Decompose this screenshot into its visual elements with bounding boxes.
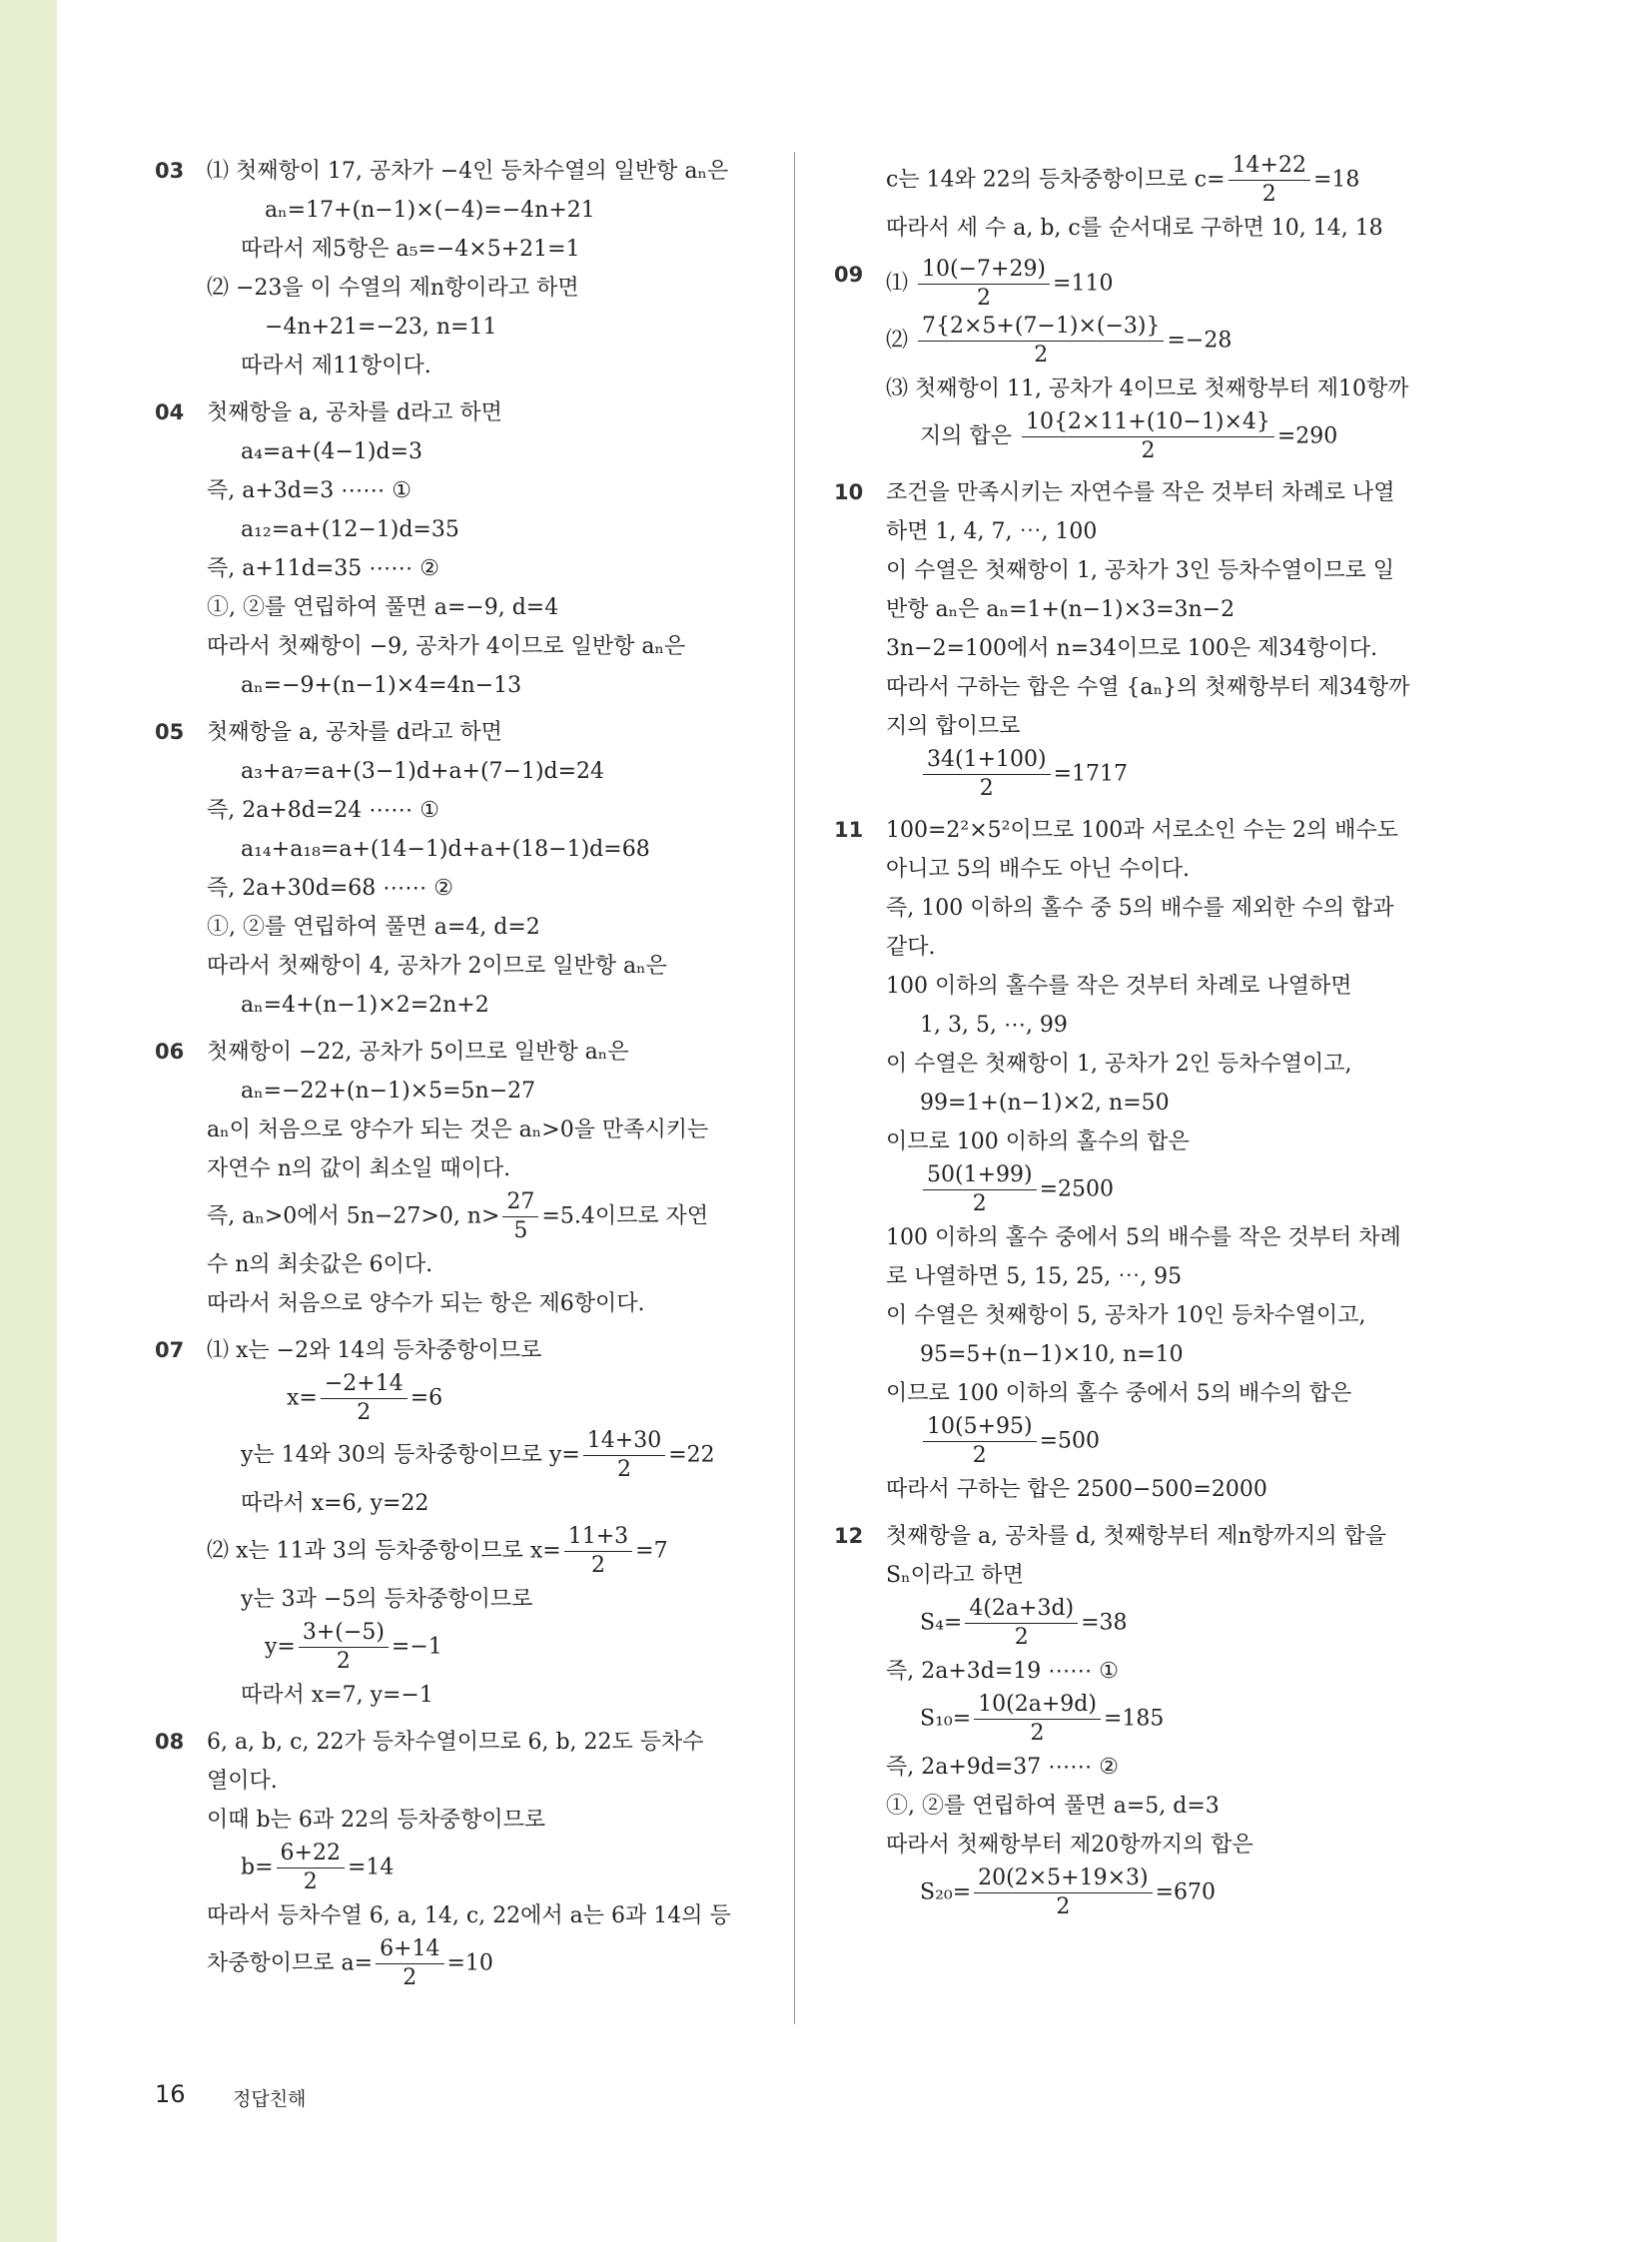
- line-text: ⑵: [886, 328, 915, 354]
- line-text: 따라서 처음으로 양수가 되는 항은 제6항이다.: [207, 1291, 645, 1316]
- fraction-numerator: 14+22: [1229, 152, 1310, 181]
- solution-line: [886, 1517, 1438, 1556]
- solution-line: [207, 666, 759, 705]
- line-text: 따라서 구하는 합은 2500−500=2000: [886, 1477, 1267, 1502]
- solution-line: [886, 707, 1438, 746]
- solution-line: [886, 1470, 1438, 1509]
- line-text: 이므로 100 이하의 홀수의 합은: [886, 1129, 1190, 1154]
- line-text-after: =10: [446, 1950, 493, 1976]
- fraction: [1229, 152, 1310, 209]
- line-text: 따라서 제11항이다.: [241, 354, 431, 378]
- fraction-denominator: 2: [1030, 1721, 1045, 1746]
- line-text: 지의 합이므로: [886, 714, 1021, 739]
- solution-line: [886, 408, 1438, 465]
- solution-line: [886, 1335, 1438, 1374]
- line-text: y는 14와 30의 등차중항이므로 y=: [241, 1442, 580, 1468]
- problem-number: 06: [155, 1040, 185, 1064]
- line-text: 첫째항을 a, 공차를 d라고 하면: [207, 400, 502, 425]
- line-text: aₙ=−9+(n−1)×4=4n−13: [241, 673, 522, 698]
- fraction-denominator: 2: [1034, 343, 1049, 368]
- fraction: [321, 1370, 408, 1427]
- line-text: aₙ=−22+(n−1)×5=5n−27: [241, 1079, 536, 1104]
- solution-line: [886, 1257, 1438, 1296]
- fraction-denominator: 2: [403, 1965, 417, 1990]
- line-text: ⑵ −23을 이 수열의 제n항이라고 하면: [207, 276, 579, 301]
- solution-line: [207, 393, 759, 432]
- fraction: [918, 256, 1050, 313]
- line-text: 1, 3, 5, ⋯, 99: [920, 1013, 1068, 1038]
- problem-number: 10: [834, 480, 864, 504]
- problem-number: 05: [155, 720, 185, 744]
- line-text: 반항 aₙ은 aₙ=1+(n−1)×3=3n−2: [886, 597, 1236, 622]
- fraction: [974, 1865, 1152, 1921]
- solution-line: [886, 928, 1438, 967]
- problem-number: 09: [834, 263, 864, 287]
- line-text: aₙ=4+(n−1)×2=2n+2: [241, 993, 489, 1018]
- fraction-numerator: 27: [502, 1188, 538, 1217]
- fraction: [918, 313, 1164, 370]
- solution-line: [207, 1188, 759, 1245]
- line-text: y=: [265, 1634, 296, 1660]
- fraction-numerator: 10{2×11+(10−1)×4}: [1022, 408, 1274, 437]
- fraction: [1022, 408, 1274, 465]
- line-text: 따라서 제5항은 a₅=−4×5+21=1: [241, 237, 580, 262]
- solution-line: [886, 590, 1438, 629]
- line-text-after: =110: [1053, 271, 1114, 297]
- solution-line: [207, 588, 759, 627]
- fraction-numerator: 20(2×5+19×3): [974, 1865, 1152, 1893]
- fraction: [923, 1161, 1037, 1218]
- problem-08: [155, 1723, 759, 1992]
- solution-line: [207, 230, 759, 269]
- line-text: 즉, 100 이하의 홀수 중 5의 배수를 제외한 수의 합과: [886, 896, 1394, 921]
- line-text: 100 이하의 홀수를 작은 것부터 차례로 나열하면: [886, 974, 1352, 999]
- line-text: 6, a, b, c, 22가 등차수열이므로 6, b, 22도 등차수: [207, 1730, 704, 1755]
- line-text: ⑴ x는 −2와 14의 등차중항이므로: [207, 1338, 542, 1363]
- solution-line: [886, 1296, 1438, 1335]
- line-text-after: =−28: [1167, 328, 1233, 354]
- solution-line: [886, 850, 1438, 889]
- line-text: 즉, 2a+30d=68 ⋯⋯ ②: [207, 876, 453, 901]
- fraction-denominator: 2: [972, 1191, 987, 1216]
- line-text: 자연수 n의 값이 최소일 때이다.: [207, 1156, 511, 1181]
- line-text: x=: [287, 1385, 318, 1411]
- line-text: 100 이하의 홀수 중에서 5의 배수를 작은 것부터 차례: [886, 1225, 1401, 1250]
- solution-line: [207, 549, 759, 588]
- solution-line: [207, 1245, 759, 1284]
- line-text: 즉, 2a+8d=24 ⋯⋯ ①: [207, 798, 440, 823]
- solution-line: [886, 1122, 1438, 1161]
- fraction: [974, 1691, 1101, 1748]
- line-text: 100=2²×5²이므로 100과 서로소인 수는 2의 배수도: [886, 818, 1398, 843]
- solution-line: [207, 713, 759, 752]
- solution-line: [886, 967, 1438, 1006]
- problem-number: 12: [834, 1524, 864, 1548]
- line-text: 따라서 구하는 합은 수열 {aₙ}의 첫째항부터 제34항까: [886, 675, 1410, 700]
- problem-05: [155, 713, 759, 1025]
- fraction-numerator: 6+14: [376, 1935, 443, 1964]
- line-text-after: =7: [635, 1538, 668, 1564]
- line-text-after: =−1: [391, 1634, 442, 1660]
- fraction-numerator: 50(1+99): [923, 1161, 1037, 1190]
- line-text: c는 14와 22의 등차중항이므로 c=: [886, 167, 1226, 193]
- fraction-numerator: 10(2a+9d): [974, 1691, 1101, 1720]
- line-text: −4n+21=−23, n=11: [265, 315, 497, 340]
- problem-number: 04: [155, 400, 185, 424]
- left-column: [155, 152, 759, 2000]
- solution-line: [207, 510, 759, 549]
- right-column: [834, 152, 1438, 1929]
- problem-09: [834, 256, 1438, 465]
- problem-number: 03: [155, 159, 185, 183]
- solution-line: [886, 1045, 1438, 1084]
- line-text: ⑵ x는 11과 3의 등차중항이므로 x=: [207, 1538, 561, 1564]
- fraction-numerator: 7{2×5+(7−1)×(−3)}: [918, 313, 1164, 342]
- line-text: ①, ②를 연립하여 풀면 a=−9, d=4: [207, 595, 559, 620]
- problem-10: [834, 473, 1438, 803]
- solution-line: [207, 471, 759, 510]
- solution-line: [207, 908, 759, 947]
- fraction-denominator: 2: [590, 1553, 605, 1578]
- line-text: 즉, aₙ>0에서 5n−27>0, n>: [207, 1203, 500, 1229]
- line-text: 즉, 2a+3d=19 ⋯⋯ ①: [886, 1659, 1120, 1684]
- fraction-denominator: 2: [357, 1400, 372, 1425]
- line-text: b=: [241, 1855, 274, 1880]
- fraction-numerator: 14+30: [583, 1427, 665, 1456]
- solution-line: [886, 629, 1438, 668]
- line-text: 이 수열은 첫째항이 5, 공차가 10인 등차수열이고,: [886, 1303, 1366, 1328]
- line-text: 따라서 세 수 a, b, c를 순서대로 구하면 10, 14, 18: [886, 216, 1383, 241]
- solution-line: [207, 830, 759, 869]
- fraction-denominator: 2: [972, 1443, 987, 1468]
- solution-line: [886, 668, 1438, 707]
- solution-line: [886, 1218, 1438, 1257]
- fraction-numerator: −2+14: [321, 1370, 408, 1399]
- solution-line: [886, 512, 1438, 551]
- solution-line: [886, 370, 1438, 408]
- solution-line: [207, 1370, 759, 1427]
- line-text: S₂₀=: [920, 1879, 972, 1905]
- line-text: ①, ②를 연립하여 풀면 a=5, d=3: [886, 1794, 1220, 1819]
- solution-line: [886, 1787, 1438, 1826]
- line-text: 같다.: [886, 935, 936, 960]
- line-text-after: =18: [1312, 167, 1360, 193]
- fraction-numerator: 3+(−5): [299, 1619, 389, 1648]
- line-text: 따라서 등차수열 6, a, 14, c, 22에서 a는 6과 14의 등: [207, 1903, 731, 1928]
- fraction-denominator: 2: [1261, 182, 1276, 207]
- fraction-numerator: 10(−7+29): [918, 256, 1050, 285]
- page-side-band: [0, 0, 57, 2242]
- solution-line: [886, 313, 1438, 370]
- line-text: 차중항이므로 a=: [207, 1950, 374, 1976]
- line-text: 수 n의 최솟값은 6이다.: [207, 1252, 433, 1277]
- solution-line: [207, 1580, 759, 1619]
- fraction: [923, 1413, 1037, 1470]
- solution-line: [886, 746, 1438, 803]
- solution-line: [207, 1676, 759, 1715]
- line-text: ⑶ 첫째항이 11, 공차가 4이므로 첫째항부터 제10항까: [886, 376, 1409, 401]
- line-text: S₄=: [920, 1610, 963, 1636]
- problem-06: [155, 1033, 759, 1323]
- solution-line: [886, 1748, 1438, 1787]
- line-text: a₄=a+(4−1)d=3: [241, 439, 423, 464]
- line-text-after: =5.4이므로 자연: [541, 1203, 709, 1229]
- line-text: 즉, 2a+9d=37 ⋯⋯ ②: [886, 1755, 1120, 1780]
- fraction-numerator: 6+22: [277, 1840, 345, 1868]
- line-text: a₁₂=a+(12−1)d=35: [241, 517, 459, 542]
- solution-line: [207, 947, 759, 986]
- line-text: 이 수열은 첫째항이 1, 공차가 3인 등차수열이므로 일: [886, 558, 1394, 583]
- line-text: 하면 1, 4, 7, ⋯, 100: [886, 519, 1098, 544]
- solution-line: [207, 1149, 759, 1188]
- line-text: ⑴ 첫째항이 17, 공차가 −4인 등차수열의 일반항 aₙ은: [207, 159, 729, 184]
- solution-line: [207, 1619, 759, 1676]
- line-text: 이 수열은 첫째항이 1, 공차가 2인 등차수열이고,: [886, 1052, 1352, 1077]
- solution-line: [207, 986, 759, 1025]
- solution-line: [886, 473, 1438, 512]
- solution-line: [207, 1801, 759, 1840]
- solution-line: [886, 152, 1438, 209]
- solution-line: [207, 1072, 759, 1111]
- line-text: S₁₀=: [920, 1706, 972, 1732]
- fraction-denominator: 2: [977, 286, 992, 311]
- solution-line: [207, 1427, 759, 1484]
- solution-line: [886, 209, 1438, 248]
- fraction: [376, 1935, 443, 1992]
- solution-line: [207, 791, 759, 830]
- solution-line: [207, 191, 759, 230]
- problem-04: [155, 393, 759, 705]
- solution-line: [886, 1865, 1438, 1921]
- line-text: 따라서 첫째항이 −9, 공차가 4이므로 일반항 aₙ은: [207, 634, 686, 659]
- solution-line: [207, 1896, 759, 1935]
- line-text-after: =1717: [1053, 761, 1129, 787]
- line-text: 열이다.: [207, 1769, 278, 1794]
- problem-07: [155, 1331, 759, 1715]
- line-text: aₙ=17+(n−1)×(−4)=−4n+21: [265, 198, 595, 223]
- solution-line: [207, 1484, 759, 1523]
- line-text-after: =38: [1081, 1610, 1128, 1636]
- solution-line: [207, 347, 759, 385]
- problem-03: [155, 152, 759, 385]
- line-text: 이므로 100 이하의 홀수 중에서 5의 배수의 합은: [886, 1381, 1352, 1406]
- page-number: 16: [155, 2080, 186, 2108]
- solution-line: [886, 1374, 1438, 1413]
- line-text: aₙ이 처음으로 양수가 되는 것은 aₙ>0을 만족시키는: [207, 1118, 709, 1142]
- solution-line: [207, 1523, 759, 1580]
- line-text-after: =670: [1155, 1879, 1217, 1905]
- problem-number: 11: [834, 818, 864, 842]
- solution-line: [886, 1826, 1438, 1865]
- fraction-denominator: 2: [1014, 1625, 1029, 1650]
- solution-line: [207, 869, 759, 908]
- fraction: [564, 1523, 632, 1580]
- solution-line: [886, 889, 1438, 928]
- line-text-after: =290: [1276, 423, 1338, 449]
- fraction: [299, 1619, 389, 1676]
- book-title: 정답친해: [233, 2088, 307, 2110]
- fraction: [923, 746, 1051, 803]
- solution-line: [207, 1723, 759, 1762]
- solution-line: [207, 1331, 759, 1370]
- line-text-after: =22: [668, 1442, 715, 1468]
- fraction: [502, 1188, 538, 1245]
- line-text: a₃+a₇=a+(3−1)d+a+(7−1)d=24: [241, 759, 605, 784]
- problem-number: 08: [155, 1730, 185, 1754]
- solution-line: [886, 1595, 1438, 1652]
- fraction-denominator: 5: [513, 1218, 528, 1243]
- fraction: [277, 1840, 345, 1896]
- solution-line: [207, 627, 759, 666]
- line-text: 즉, a+3d=3 ⋯⋯ ①: [207, 478, 413, 503]
- fraction-denominator: 2: [616, 1457, 631, 1482]
- line-text: ⑴: [886, 271, 915, 297]
- line-text: y는 3과 −5의 등차중항이므로: [241, 1587, 533, 1612]
- solution-line: [886, 1556, 1438, 1595]
- fraction-numerator: 34(1+100): [923, 746, 1051, 775]
- line-text: 99=1+(n−1)×2, n=50: [920, 1091, 1170, 1116]
- column-divider: [794, 152, 795, 2024]
- line-text: 즉, a+11d=35 ⋯⋯ ②: [207, 556, 440, 581]
- fraction-denominator: 2: [1141, 438, 1156, 463]
- fraction-denominator: 2: [336, 1649, 351, 1674]
- solution-line: [207, 1284, 759, 1323]
- problem-11: [834, 811, 1438, 1509]
- fraction: [965, 1595, 1078, 1652]
- line-text: a₁₄+a₁₈=a+(14−1)d+a+(18−1)d=68: [241, 837, 650, 862]
- solution-line: [207, 269, 759, 308]
- solution-line: [207, 432, 759, 471]
- solution-line: [886, 256, 1438, 313]
- solution-line: [207, 1762, 759, 1801]
- line-text: 첫째항이 −22, 공차가 5이므로 일반항 aₙ은: [207, 1040, 629, 1065]
- fraction-denominator: 2: [979, 776, 994, 801]
- solution-line: [886, 811, 1438, 850]
- solution-line: [207, 152, 759, 191]
- line-text: 첫째항을 a, 공차를 d, 첫째항부터 제n항까지의 합을: [886, 1524, 1387, 1549]
- line-text: ①, ②를 연립하여 풀면 a=4, d=2: [207, 915, 540, 940]
- fraction: [583, 1427, 665, 1484]
- line-text-after: =2500: [1039, 1176, 1115, 1202]
- line-text: 로 나열하면 5, 15, 25, ⋯, 95: [886, 1264, 1183, 1289]
- fraction-numerator: 10(5+95): [923, 1413, 1037, 1442]
- solution-line: [886, 551, 1438, 590]
- line-text: 따라서 첫째항이 4, 공차가 2이므로 일반항 aₙ은: [207, 954, 667, 979]
- line-text: 이때 b는 6과 22의 등차중항이므로: [207, 1808, 546, 1833]
- problem-12: [834, 1517, 1438, 1921]
- line-text: 95=5+(n−1)×10, n=10: [920, 1342, 1184, 1367]
- line-text: Sₙ이라고 하면: [886, 1563, 1024, 1588]
- line-text: 아니고 5의 배수도 아닌 수이다.: [886, 857, 1190, 882]
- line-text: 조건을 만족시키는 자연수를 작은 것부터 차례로 나열: [886, 480, 1395, 505]
- solution-line: [207, 1935, 759, 1992]
- solution-line: [886, 1691, 1438, 1748]
- solution-line: [207, 308, 759, 347]
- line-text: 따라서 x=6, y=22: [241, 1491, 429, 1516]
- solution-line: [886, 1413, 1438, 1470]
- line-text-after: =185: [1103, 1706, 1165, 1732]
- solution-line: [886, 1652, 1438, 1691]
- solution-line: [207, 1033, 759, 1072]
- line-text: 지의 합은: [920, 423, 1019, 449]
- problem-number: 07: [155, 1338, 185, 1362]
- line-text: 따라서 첫째항부터 제20항까지의 합은: [886, 1833, 1253, 1858]
- fraction-numerator: 4(2a+3d): [965, 1595, 1078, 1624]
- solution-line: [886, 1084, 1438, 1122]
- line-text: 3n−2=100에서 n=34이므로 100은 제34항이다.: [886, 636, 1378, 661]
- solution-line: [886, 1161, 1438, 1218]
- solution-line: [207, 752, 759, 791]
- line-text-after: =6: [410, 1385, 443, 1411]
- solution-line: [207, 1840, 759, 1896]
- fraction-denominator: 2: [303, 1869, 318, 1894]
- line-text: 첫째항을 a, 공차를 d라고 하면: [207, 720, 502, 745]
- line-text-after: =14: [347, 1855, 395, 1880]
- fraction-numerator: 11+3: [564, 1523, 632, 1552]
- fraction-denominator: 2: [1056, 1894, 1071, 1919]
- problem-cont: [834, 152, 1438, 248]
- solution-line: [207, 1111, 759, 1149]
- line-text: 따라서 x=7, y=−1: [241, 1683, 433, 1708]
- line-text-after: =500: [1039, 1428, 1101, 1454]
- solution-line: [886, 1006, 1438, 1045]
